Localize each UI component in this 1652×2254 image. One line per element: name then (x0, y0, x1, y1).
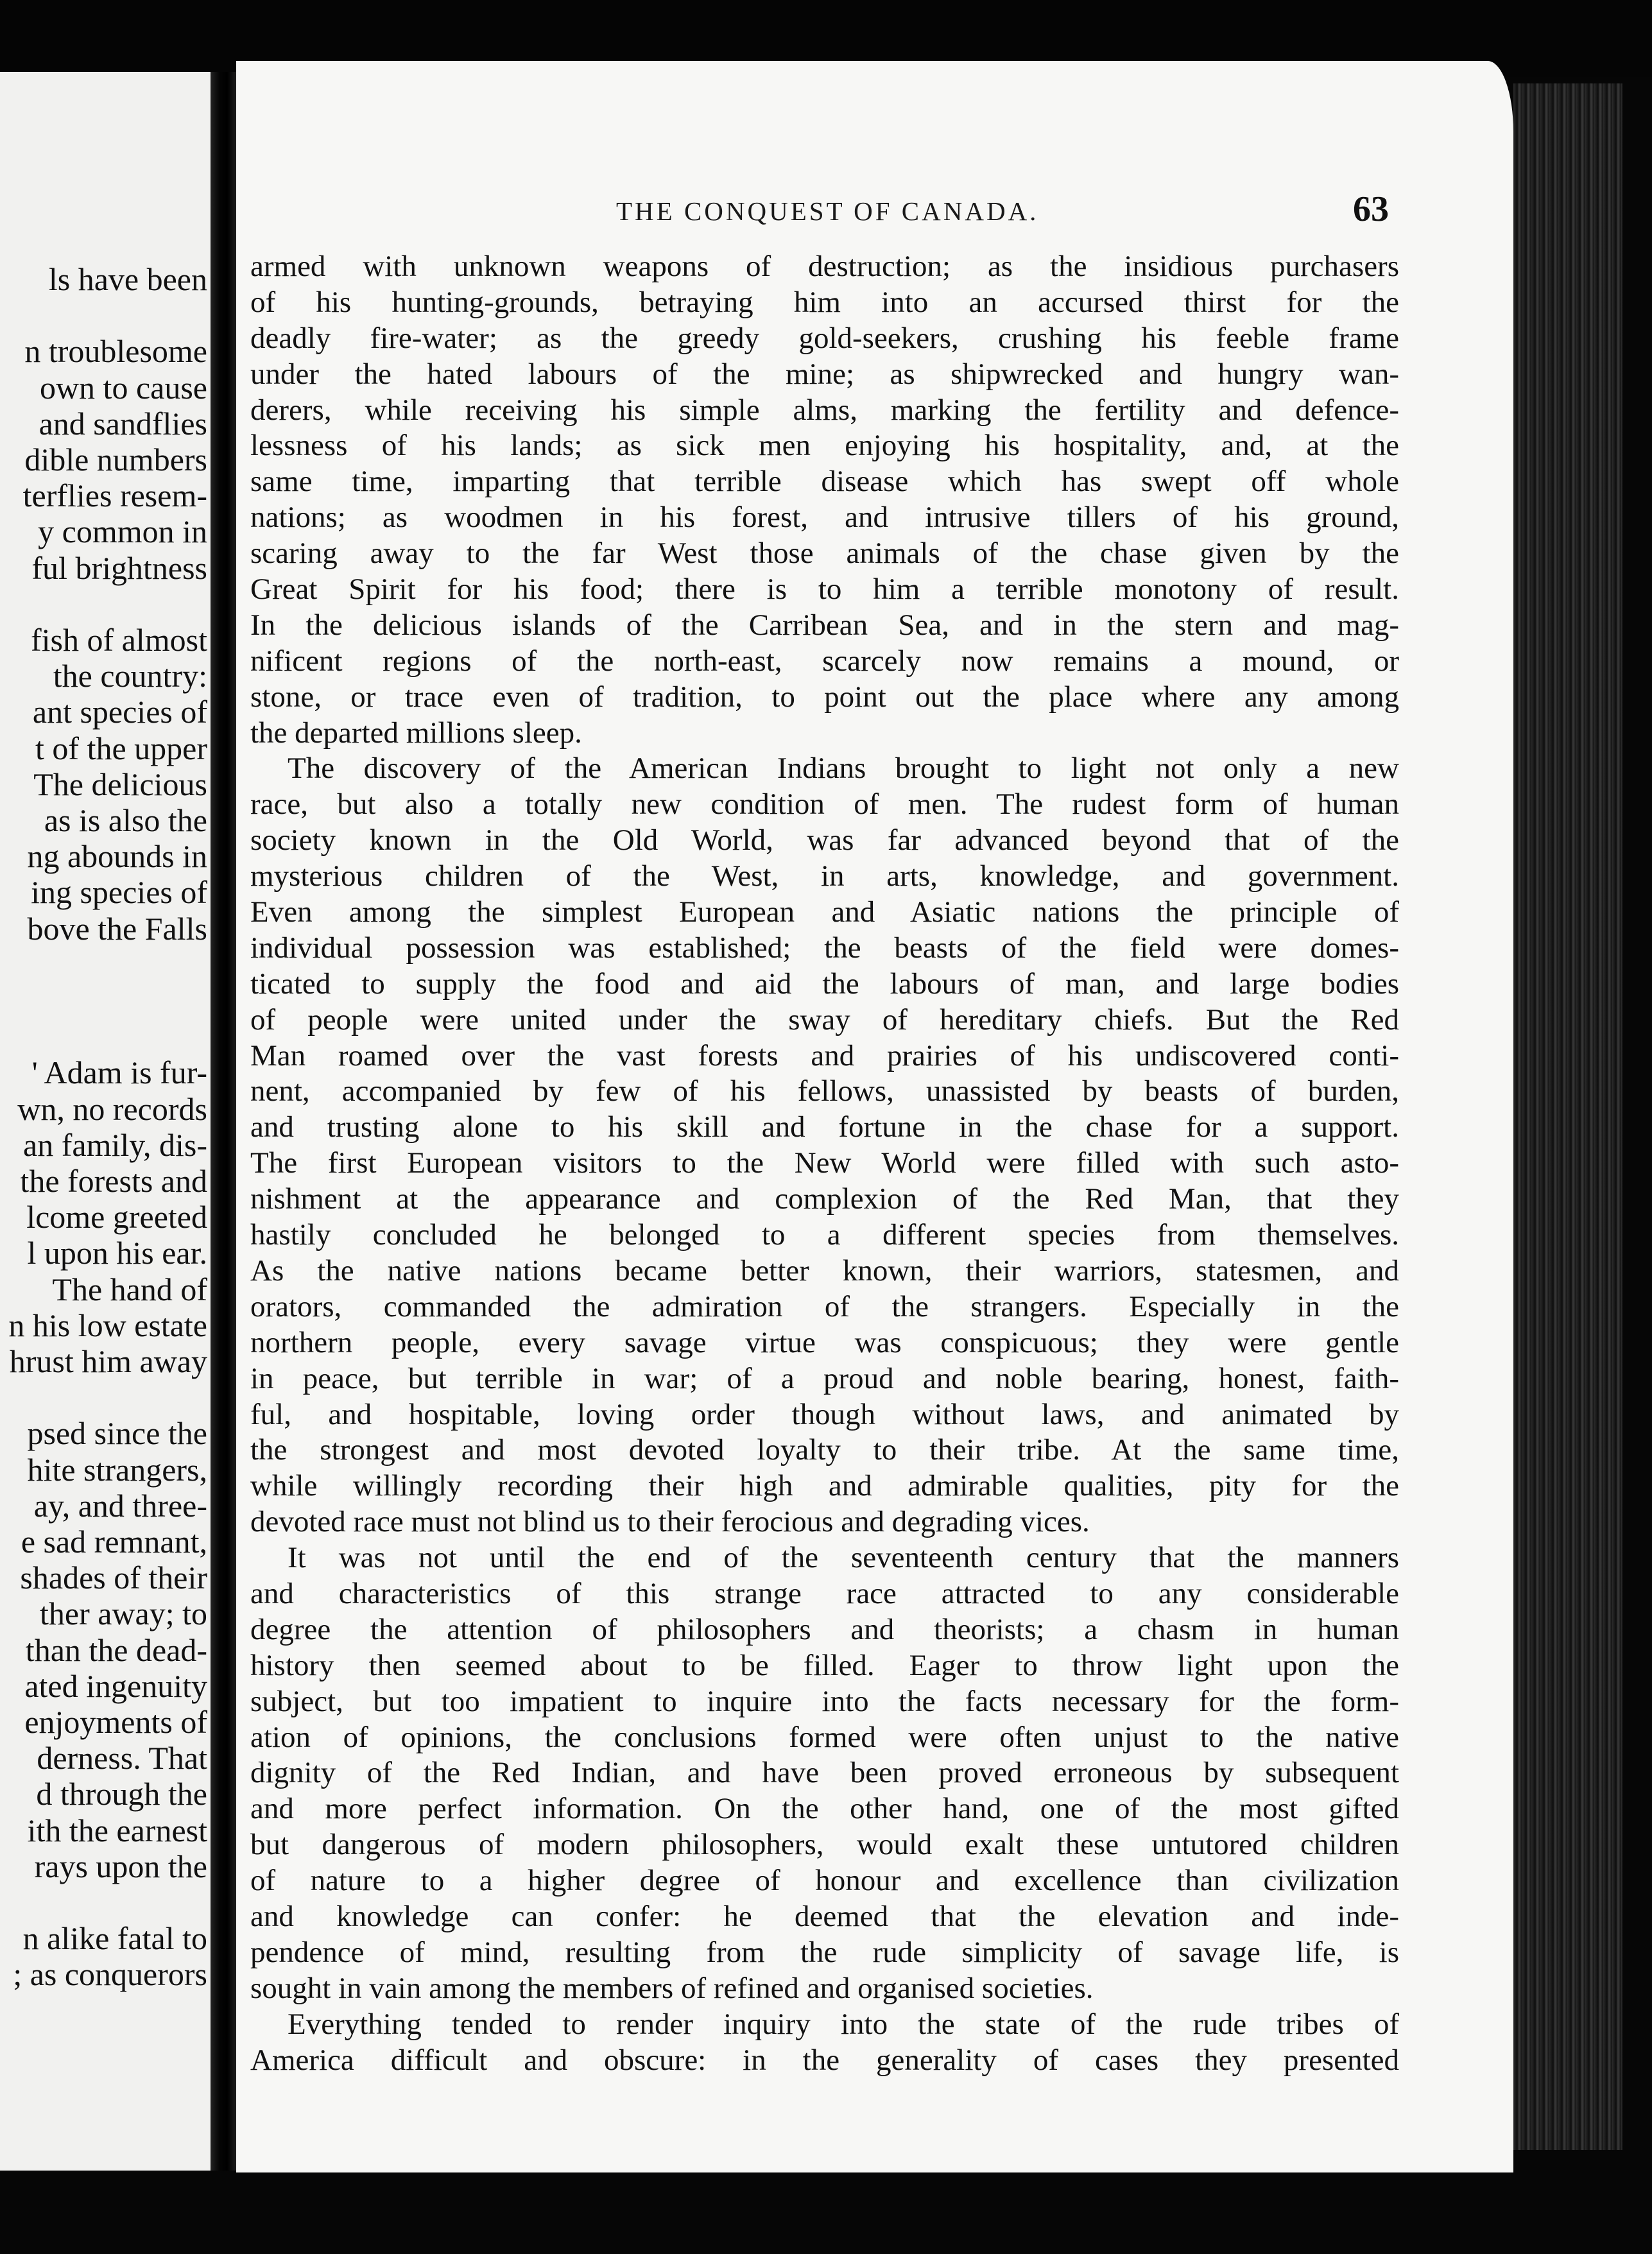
text-line: and characteristics of this strange race attracted to any considerable (250, 1576, 1399, 1610)
text-line: of nature to a higher degree of honour and excellence than civilization (250, 1864, 1399, 1898)
text-line: In the delicious islands of the Carribean Sea, and in the stern and mag- (250, 608, 1399, 642)
text-line: nations; as woodmen in his forest, and intrusive tillers of his ground, (250, 501, 1399, 535)
text-line: mysterious children of the West, in arts, knowledge, and government. (250, 859, 1399, 893)
text-line: armed with unknown weapons of destruction; as the insidious purchasers (250, 250, 1399, 283)
text-line: ful, and hospitable, loving order though without laws, and animated by (250, 1397, 1399, 1431)
facing-page-line: ful brightness (31, 549, 207, 586)
facing-page-line: hrust him away (9, 1343, 207, 1379)
text-line: but dangerous of modern philosophers, would exalt these untutored children (250, 1828, 1399, 1862)
text-line: derers, while receiving his simple alms, marking the fertility and defence- (250, 393, 1399, 427)
page-number: 63 (1353, 189, 1389, 229)
facing-page-left (0, 72, 215, 2171)
text-line: under the hated labours of the mine; as shipwrecked and hungry wan- (250, 357, 1399, 391)
text-line: and more perfect information. On the other hand, one of the most gifted (250, 1792, 1399, 1826)
text-line: nishment at the appearance and complexion of the Red Man, that they (250, 1182, 1399, 1216)
text-line: degree the attention of philosophers and theorists; a chasm in human (250, 1612, 1399, 1646)
body-text (250, 249, 1399, 2078)
facing-page-line: ther away; to (39, 1596, 207, 1632)
facing-page-line: n his low estate (8, 1307, 207, 1343)
text-line: The discovery of the American Indians brought to light not only a new (288, 752, 1399, 786)
text-line: The first European visitors to the New World were filled with such asto- (250, 1146, 1399, 1180)
facing-page-line: an family, dis- (23, 1126, 207, 1163)
facing-page-line: lcome greeted (26, 1199, 207, 1235)
text-line: orators, commanded the admiration of the strangers. Especially in the (250, 1289, 1399, 1323)
text-line: while willingly recording their high and admirable qualities, pity for the (250, 1469, 1399, 1503)
facing-page-line: ith the earnest (27, 1812, 207, 1848)
page-edges (1513, 83, 1622, 2150)
text-line: sought in vain among the members of refined and organised societies. (250, 1971, 1094, 2005)
text-line: As the native nations became better known, their warriors, statesmen, and (250, 1253, 1399, 1287)
facing-page-line: d through the (36, 1776, 207, 1812)
text-line: Man roamed over the vast forests and prairies of his undiscovered conti- (250, 1038, 1399, 1072)
book-gutter (211, 72, 236, 2171)
text-line: same time, imparting that terrible disease which has swept off whole (250, 465, 1399, 499)
facing-page-line: ated ingenuity (24, 1667, 207, 1704)
text-line: of his hunting-grounds, betraying him into an accursed thirst for the (250, 285, 1399, 319)
text-line: scaring away to the far West those animals of the chase given by the (250, 537, 1399, 571)
text-line: subject, but too impatient to inquire into the facts necessary for the form- (250, 1684, 1399, 1718)
facing-page-line: The delicious (33, 766, 207, 802)
text-line: and trusting alone to his skill and fortune in the chase for a support. (250, 1110, 1399, 1144)
facing-page-line: bove the Falls (27, 910, 207, 947)
text-line: Even among the simplest European and Asiatic nations the principle of (250, 895, 1399, 929)
facing-page-line: terflies resem- (22, 477, 207, 514)
facing-page-line: as is also the (44, 802, 207, 838)
facing-page-line: than the dead- (25, 1631, 207, 1668)
facing-page-line: ing species of (31, 874, 207, 911)
facing-page-line: the forests and (20, 1163, 207, 1199)
facing-page-line: t of the upper (35, 730, 207, 766)
facing-page-line: ' Adam is fur- (31, 1054, 207, 1091)
facing-page-line: hite strangers, (27, 1451, 207, 1488)
running-header: THE CONQUEST OF CANADA. (616, 196, 1039, 226)
text-line: pendence of mind, resulting from the rude simplicity of savage life, is (250, 1935, 1399, 1969)
text-line: the strongest and most devoted loyalty to their tribe. At the same time, (250, 1433, 1399, 1467)
text-line: ation of opinions, the conclusions formed were often unjust to the native (250, 1720, 1399, 1754)
text-line: lessness of his lands; as sick men enjoying his hospitality, and, at the (250, 429, 1399, 463)
text-line: the departed millions sleep. (250, 716, 582, 750)
text-line: and knowledge can confer: he deemed that the elevation and inde- (250, 1899, 1399, 1933)
text-line: nent, accompanied by few of his fellows, unassisted by beasts of burden, (250, 1074, 1399, 1108)
text-line: stone, or trace even of tradition, to point out the place where any among (250, 680, 1399, 714)
facing-page-line: the country: (53, 658, 207, 694)
text-line: of people were united under the sway of hereditary chiefs. But the Red (250, 1002, 1399, 1037)
facing-page-line: ant species of (32, 694, 207, 730)
text-line: northern people, every savage virtue was conspicuous; they were gentle (250, 1325, 1399, 1359)
facing-page-line: n alike fatal to (22, 1920, 207, 1957)
text-line: history then seemed about to be filled. Eager to throw light upon the (250, 1648, 1399, 1682)
facing-page-line: ls have been (48, 261, 207, 297)
text-line: ticated to supply the food and aid the labours of man, and large bodies (250, 967, 1399, 1001)
text-line: society known in the Old World, was far advanced beyond that of the (250, 823, 1399, 857)
facing-page-line: dible numbers (24, 442, 207, 477)
facing-page-line: shades of their (20, 1560, 207, 1596)
text-line: in peace, but terrible in war; of a proud and noble bearing, honest, faith- (250, 1361, 1399, 1395)
facing-page-line: y common in (38, 513, 207, 550)
facing-page-line: fish of almost (31, 622, 207, 658)
text-line: devoted race must not blind us to their ferocious and degrading vices. (250, 1505, 1090, 1539)
text-line: individual possession was established; the beasts of the field were domes- (250, 931, 1399, 965)
facing-page-line: rays upon the (34, 1848, 207, 1884)
facing-page-line: ng abounds in (27, 838, 207, 875)
facing-page-line: The hand of (52, 1271, 207, 1307)
text-line: deadly fire-water; as the greedy gold-seekers, crushing his feeble frame (250, 321, 1399, 355)
text-line: nificent regions of the north-east, scarcely now remains a mound, or (250, 644, 1399, 678)
facing-page-line: psed since the (27, 1415, 207, 1452)
text-line: race, but also a totally new condition of men. The rudest form of human (250, 787, 1399, 822)
text-line: America difficult and obscure: in the generality of cases they presented (250, 2043, 1399, 2077)
facing-page-line: own to cause (39, 369, 207, 406)
facing-page-line: ; as conquerors (13, 1956, 207, 1993)
facing-page-line: enjoyments of (24, 1704, 207, 1740)
text-line: Great Spirit for his food; there is to him a terrible monotony of result. (250, 572, 1399, 607)
facing-page-line: derness. That (37, 1740, 207, 1777)
facing-page-line: l upon his ear. (27, 1235, 207, 1271)
facing-page-line: n troublesome (24, 333, 207, 370)
facing-page-line: ay, and three- (33, 1487, 207, 1524)
facing-page-line: wn, no records (17, 1090, 207, 1127)
facing-page-line: and sandflies (39, 405, 207, 442)
facing-page-line: e sad remnant, (21, 1524, 207, 1560)
text-line: hastily concluded he belonged to a different species from themselves. (250, 1218, 1399, 1252)
text-line: Everything tended to render inquiry into the state of the rude tribes of (288, 2007, 1399, 2041)
text-line: dignity of the Red Indian, and have been proved erroneous by subsequent (250, 1756, 1399, 1790)
text-line: It was not until the end of the seventeenth century that the manners (288, 1541, 1399, 1575)
